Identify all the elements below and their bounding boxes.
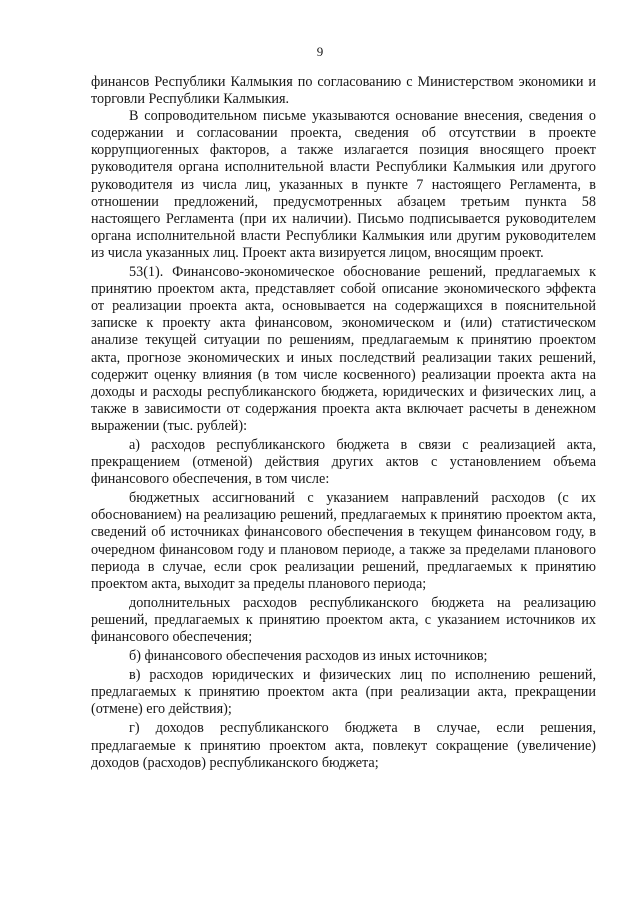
paragraph-item-v: в) расходов юридических и физических лиц по исполнению решений, предлагаемых к принятию проектом акта (при реализации акта, прекращении (отмене) его действия); <box>91 667 596 718</box>
paragraph-cover-letter: В сопроводительном письме указываются основание внесения, сведения о содержании и согласовании проекта, сведения об отсутствии в проекте коррупциогенных факторов, а также излагается позиция вносящего проект руководителя органа исполнительной власти Республики Калмыкия или другого руководителя из числа лиц, указанных в пункте 7 настоящего Регламента, в отношении предложений, предусмотренных абзацем третьим пункта 58 настоящего Регламента (при их наличии). Письмо подписывается руководителем органа исполнительной власти Республики Калмыкия или другим руководителем из числа указанных лиц. Проект акта визируется лицом, вносящим проект. <box>91 108 596 261</box>
paragraph-additional-expenses: дополнительных расходов республиканского бюджета на реализацию решений, предлагаемых к принятию проектом акта, с указанием источников их финансового обеспечения; <box>91 594 596 645</box>
paragraph-item-b: б) финансового обеспечения расходов из иных источников; <box>129 648 488 665</box>
paragraph-item-g: г) доходов республиканского бюджета в случае, если решения, предлагаемые к принятию проектом акта, повлекут сокращение (увеличение) доходов (расходов) республиканского бюджета; <box>91 720 596 771</box>
paragraph-53-1: 53(1). Финансово-экономическое обоснование решений, предлагаемых к принятию проектом акта, представляет собой описание экономического эффекта от реализации проекта акта, основывается на содержащихся в пояснительной записке к проекту акта финансовом, экономическом и (или) статистическом анализе текущей ситуации по решениям, предлагаемым к принятию проектом акта, прогнозе экономических и иных последствий реализации таких решений, содержит оценку влияния (в том числе косвенного) реализации проекта акта на доходы и расходы республиканского бюджета, юридических и физических лиц, а также в зависимости от содержания проекта акта включает расчеты в денежном выражении (тыс. рублей): <box>91 264 596 434</box>
page-number: 9 <box>316 44 324 59</box>
paragraph-budget-allocations: бюджетных ассигнований с указанием направлений расходов (с их обоснованием) на реализацию решений, предлагаемых к принятию проектом акта, сведений об источниках финансового обеспечения в текущем финансовом году, в очередном финансовом году и плановом периоде, а также за пределами планового периода в случае, если срок реализации решений, предлагаемых к принятию проектом акта, выходит за пределы планового периода; <box>91 490 596 592</box>
paragraph-continuation: финансов Республики Калмыкия по согласованию с Министерством экономики и торговли Республики Калмыкия. <box>91 74 596 108</box>
document-body <box>91 74 596 772</box>
paragraph-item-a: а) расходов республиканского бюджета в связи с реализацией акта, прекращением (отменой) действия других актов с установлением объема финансового обеспечения, в том числе: <box>91 436 596 488</box>
